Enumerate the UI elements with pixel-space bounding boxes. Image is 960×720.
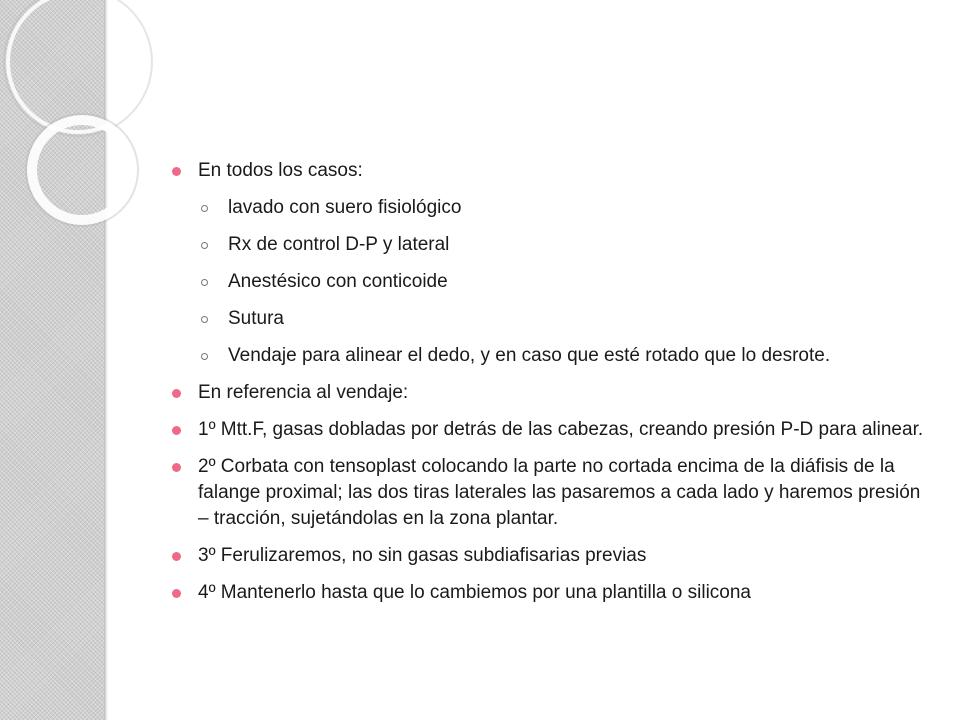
list-item-text: 4º Mantenerlo hasta que lo cambiemos por una plantilla o silicona — [198, 582, 751, 603]
list-item-text: 1º Mtt.F, gasas dobladas por detrás de las cabezas, creando presión P-D para alinear. — [198, 419, 924, 440]
list-item — [170, 306, 930, 332]
list-item — [170, 417, 930, 443]
list-item — [170, 195, 930, 221]
bullet-dot-icon — [172, 552, 181, 561]
bullet-ring-icon — [201, 205, 208, 212]
list-item-text: Vendaje para alinear el dedo, y en caso que esté rotado que lo desrote. — [228, 345, 831, 366]
bullet-list — [170, 158, 930, 617]
list-item — [170, 232, 930, 258]
list-item — [170, 158, 930, 184]
list-item-text: Rx de control D-P y lateral — [228, 234, 450, 255]
list-item-text: Anestésico con conticoide — [228, 271, 448, 292]
list-item — [170, 543, 930, 569]
large-ring — [8, 0, 148, 132]
list-item-text: Sutura — [228, 308, 284, 329]
list-item-text: En referencia al vendaje: — [198, 382, 409, 403]
bullet-ring-icon — [201, 316, 208, 323]
list-item — [170, 454, 930, 532]
bullet-dot-icon — [172, 389, 181, 398]
list-item-text: 2º Corbata con tensoplast colocando la parte no cortada encima de la diáfisis de la falange proximal; las dos tiras laterales las pasaremos a cada lado y haremos presión – tracción, sujetándolas en la zona plantar. — [198, 456, 921, 529]
bullet-dot-icon — [172, 167, 181, 176]
bullet-dot-icon — [172, 426, 181, 435]
list-item — [170, 269, 930, 295]
list-item-text: En todos los casos: — [198, 160, 363, 181]
list-item — [170, 380, 930, 406]
list-item — [170, 580, 930, 606]
list-item — [170, 343, 930, 369]
bullet-ring-icon — [201, 279, 208, 286]
bullet-ring-icon — [201, 242, 208, 249]
bullet-dot-icon — [172, 589, 181, 598]
list-item-text: lavado con suero fisiológico — [228, 197, 462, 218]
bullet-dot-icon — [172, 463, 181, 472]
bullet-ring-icon — [201, 353, 208, 360]
list-item-text: 3º Ferulizaremos, no sin gasas subdiafisarias previas — [198, 545, 647, 566]
